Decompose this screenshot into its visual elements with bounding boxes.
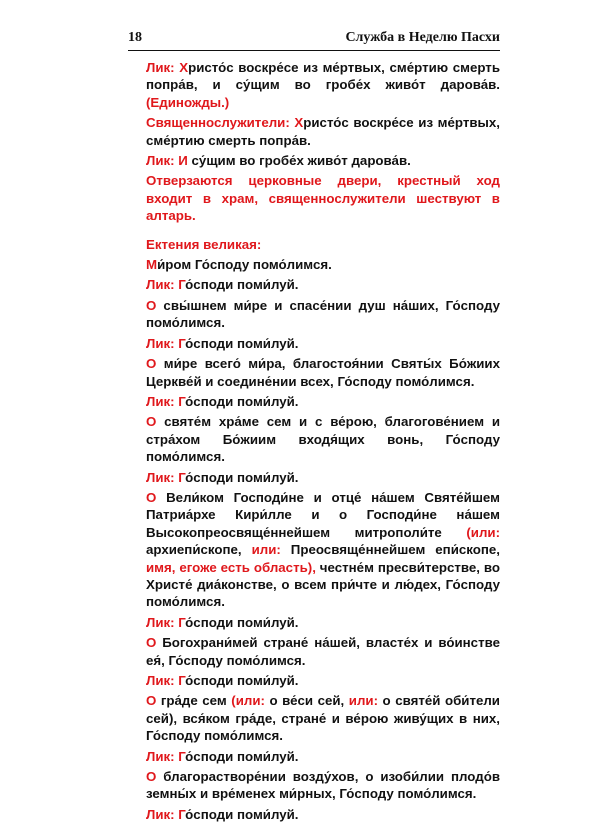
text-paragraph [128, 634, 500, 669]
text-run: ристо́с воскре́се из ме́ртвых, сме́ртию смерть попра́в. [146, 115, 500, 148]
service-text [128, 59, 500, 823]
rubric-run: Лик: Г [146, 673, 186, 688]
rubric-run: Ектения великая: [146, 236, 262, 252]
text-run: гра́де сем [156, 693, 232, 709]
text-paragraph [128, 114, 500, 149]
running-header [128, 30, 500, 51]
rubric-run: Лик: Г [146, 806, 186, 822]
rubric-run: (или: [466, 524, 500, 540]
text-paragraph [128, 59, 500, 111]
text-paragraph [128, 335, 500, 352]
text-run: Преосвяще́ннейшем епи́скопе, [280, 542, 501, 558]
rubric-run: Лик: Г [146, 614, 186, 630]
text-run: о святе́й оби́тели сей), вся́ком гра́де, стране́ и ве́рою живу́щих в них, Го́споду помо́лимся. [146, 693, 500, 744]
rubric-run: Лик: Г [146, 277, 186, 293]
text-run: ристо́с воскре́се из ме́ртвых, сме́ртию смерть попра́в, и су́щим во гробе́х живо́т дарова́в. [146, 60, 500, 93]
rubric-run: (Единожды.) [146, 94, 230, 110]
text-run: о́споди поми́луй. [185, 393, 299, 409]
rubric-run: Лик: Г [146, 469, 186, 485]
rubric-run: Лик: Г [146, 748, 186, 764]
text-run: благорастворе́нии возду́хов, о изоби́лии плодо́в земны́х и вре́менех ми́рных, Го́споду помо́лимся. [146, 769, 500, 802]
book-page [128, 30, 500, 826]
rubric-run: О [146, 693, 157, 709]
page-number: 18 [128, 30, 142, 45]
text-run: о́споди поми́луй. [185, 469, 299, 485]
text-run: свы́шнем ми́ре и спасе́нии душ на́ших, Го́споду помо́лимся. [146, 297, 500, 331]
text-paragraph [128, 692, 500, 744]
text-run: о́споди поми́луй. [185, 277, 299, 293]
text-paragraph [128, 413, 500, 465]
text-paragraph [128, 469, 500, 486]
rubric-run: Лик: И [146, 153, 188, 169]
text-paragraph [128, 614, 500, 631]
rubric-run: Отверзаются церковные двери, крестный ход входит в храм, священнослужители шествуют в алтарь. [146, 173, 500, 224]
text-run: су́щим во гробе́х живо́т дарова́в. [187, 153, 411, 169]
text-paragraph [128, 256, 500, 273]
text-paragraph [128, 236, 500, 253]
text-paragraph [128, 489, 500, 611]
text-run: честне́м пресви́терстве, во Христе́ диа́констве, о всем при́чте и лю́дех, Го́споду помо́лимся. [146, 559, 500, 610]
text-paragraph [128, 672, 500, 689]
running-title: Служба в Неделю Пасхи [345, 30, 500, 45]
text-paragraph [128, 393, 500, 410]
text-run: о́споди поми́луй. [185, 806, 299, 822]
rubric-run: Лик: Х [146, 60, 189, 75]
text-run: о́споди поми́луй. [185, 748, 299, 764]
text-paragraph [128, 276, 500, 293]
rubric-run: О [146, 414, 157, 430]
text-paragraph [128, 172, 500, 224]
text-paragraph [128, 297, 500, 332]
text-run: о ве́си сей, [264, 693, 349, 709]
rubric-run: О [146, 769, 157, 785]
text-run: Вели́ком Господи́не и отце́ на́шем Святе́йшем Патриа́рхе Кири́лле и о Господи́не на́шем Высокопреосвяще́ннейшем митрополи́те [146, 489, 500, 540]
text-run: и́ром Го́споду помо́лимся. [157, 257, 332, 273]
text-run: святе́м хра́ме сем и с ве́рою, благогове́нием и стра́хом Бо́жиим входя́щих вонь, Го́споду помо́лимся. [146, 414, 500, 465]
text-paragraph [128, 806, 500, 823]
text-run: ми́ре всего́ ми́ра, благостоя́нии Святы́х Бо́жиих Церкве́й и соедине́нии всех, Го́споду помо́лимся. [146, 356, 500, 389]
text-paragraph [128, 355, 500, 390]
rubric-run: М [146, 257, 158, 273]
rubric-run: имя, егоже есть область), [146, 559, 316, 575]
rubric-run: Священнослужители: Х [146, 115, 304, 131]
text-run: о́споди поми́луй. [185, 614, 299, 630]
rubric-run: (или: [231, 693, 265, 709]
rubric-run: О [146, 297, 157, 313]
text-paragraph [128, 748, 500, 765]
text-run: о́споди поми́луй. [185, 673, 299, 688]
text-paragraph [128, 768, 500, 803]
text-paragraph [128, 152, 500, 169]
rubric-run: или: [251, 542, 281, 558]
text-run: о́споди поми́луй. [185, 335, 299, 351]
text-run: Богохрани́мей стране́ на́шей, власте́х и во́инстве ея́, Го́споду помо́лимся. [146, 635, 500, 668]
rubric-run: О [146, 489, 157, 505]
text-run: архиепи́скопе, [146, 542, 252, 558]
paragraph-gap [128, 228, 500, 236]
rubric-run: О [146, 356, 157, 372]
rubric-run: Лик: Г [146, 393, 186, 409]
rubric-run: О [146, 635, 157, 651]
rubric-run: или: [348, 693, 379, 709]
rubric-run: Лик: Г [146, 335, 186, 351]
